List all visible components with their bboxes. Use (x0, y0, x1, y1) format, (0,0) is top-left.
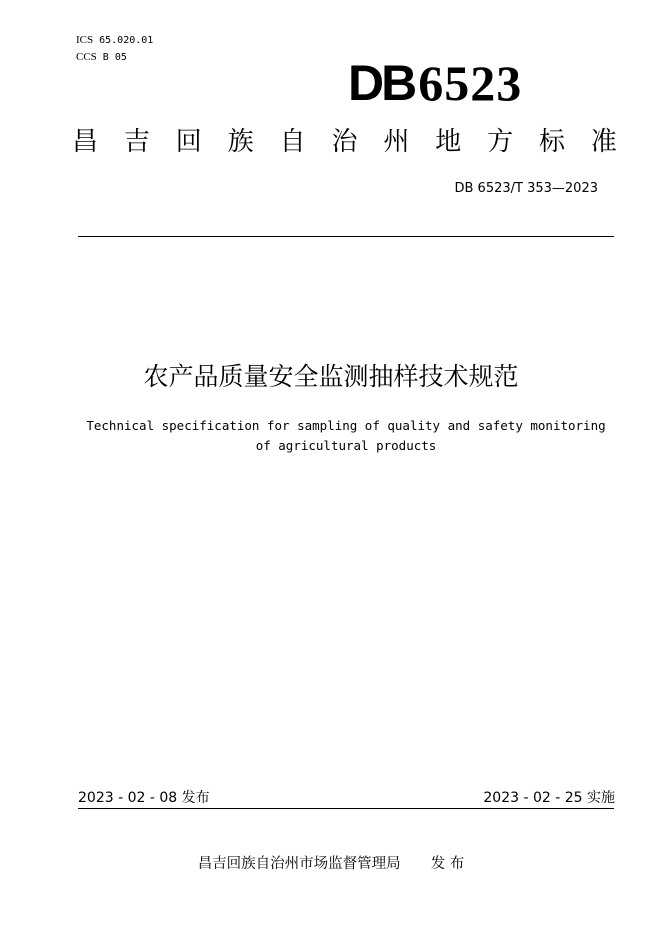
db-logo (348, 55, 523, 111)
implementation-date: 2023 - 02 - 25 实施 (483, 790, 615, 806)
standard-category-char: 州 (383, 127, 410, 157)
bottom-divider (78, 808, 614, 809)
standard-category-char: 方 (487, 127, 514, 157)
ccs-value: B 05 (102, 52, 127, 63)
document-title-en-line2: of agricultural products (255, 438, 437, 453)
top-divider (78, 236, 614, 237)
release-date: 2023 - 02 - 08 发布 (78, 790, 210, 806)
standard-category-char: 族 (227, 127, 254, 157)
standard-category-char: 昌 (72, 127, 99, 157)
classification-codes (76, 32, 153, 66)
document-title-zh: 农产品质量安全监测抽样技术规范 (143, 362, 519, 391)
document-title-en (60, 416, 632, 456)
issuer-name: 昌吉回族自治州市场监督管理局 (197, 856, 401, 872)
standard-category-char: 标 (539, 127, 566, 157)
standard-category-char: 准 (590, 127, 617, 157)
standard-category-char: 吉 (123, 127, 150, 157)
document-title-en-line1: Technical specification for sampling of quality and safety monitoring (86, 418, 606, 433)
standard-category-char: 回 (175, 127, 202, 157)
standard-category-title (72, 124, 617, 160)
standard-number: DB 6523/T 353—2023 (454, 181, 598, 196)
ccs-line (76, 49, 153, 66)
ics-value: 65.020.01 (99, 35, 154, 46)
issuer-line (0, 854, 662, 874)
ics-label: ICS (76, 34, 94, 46)
standard-category-char: 地 (435, 127, 462, 157)
db-logo-code: 6523 (418, 55, 523, 111)
standard-category-char: 治 (331, 127, 358, 157)
standard-category-char: 自 (279, 127, 306, 157)
issuer-action: 发 布 (430, 856, 465, 872)
ccs-label: CCS (76, 51, 97, 63)
db-logo-letters: DB (348, 55, 415, 111)
ics-line (76, 32, 153, 49)
